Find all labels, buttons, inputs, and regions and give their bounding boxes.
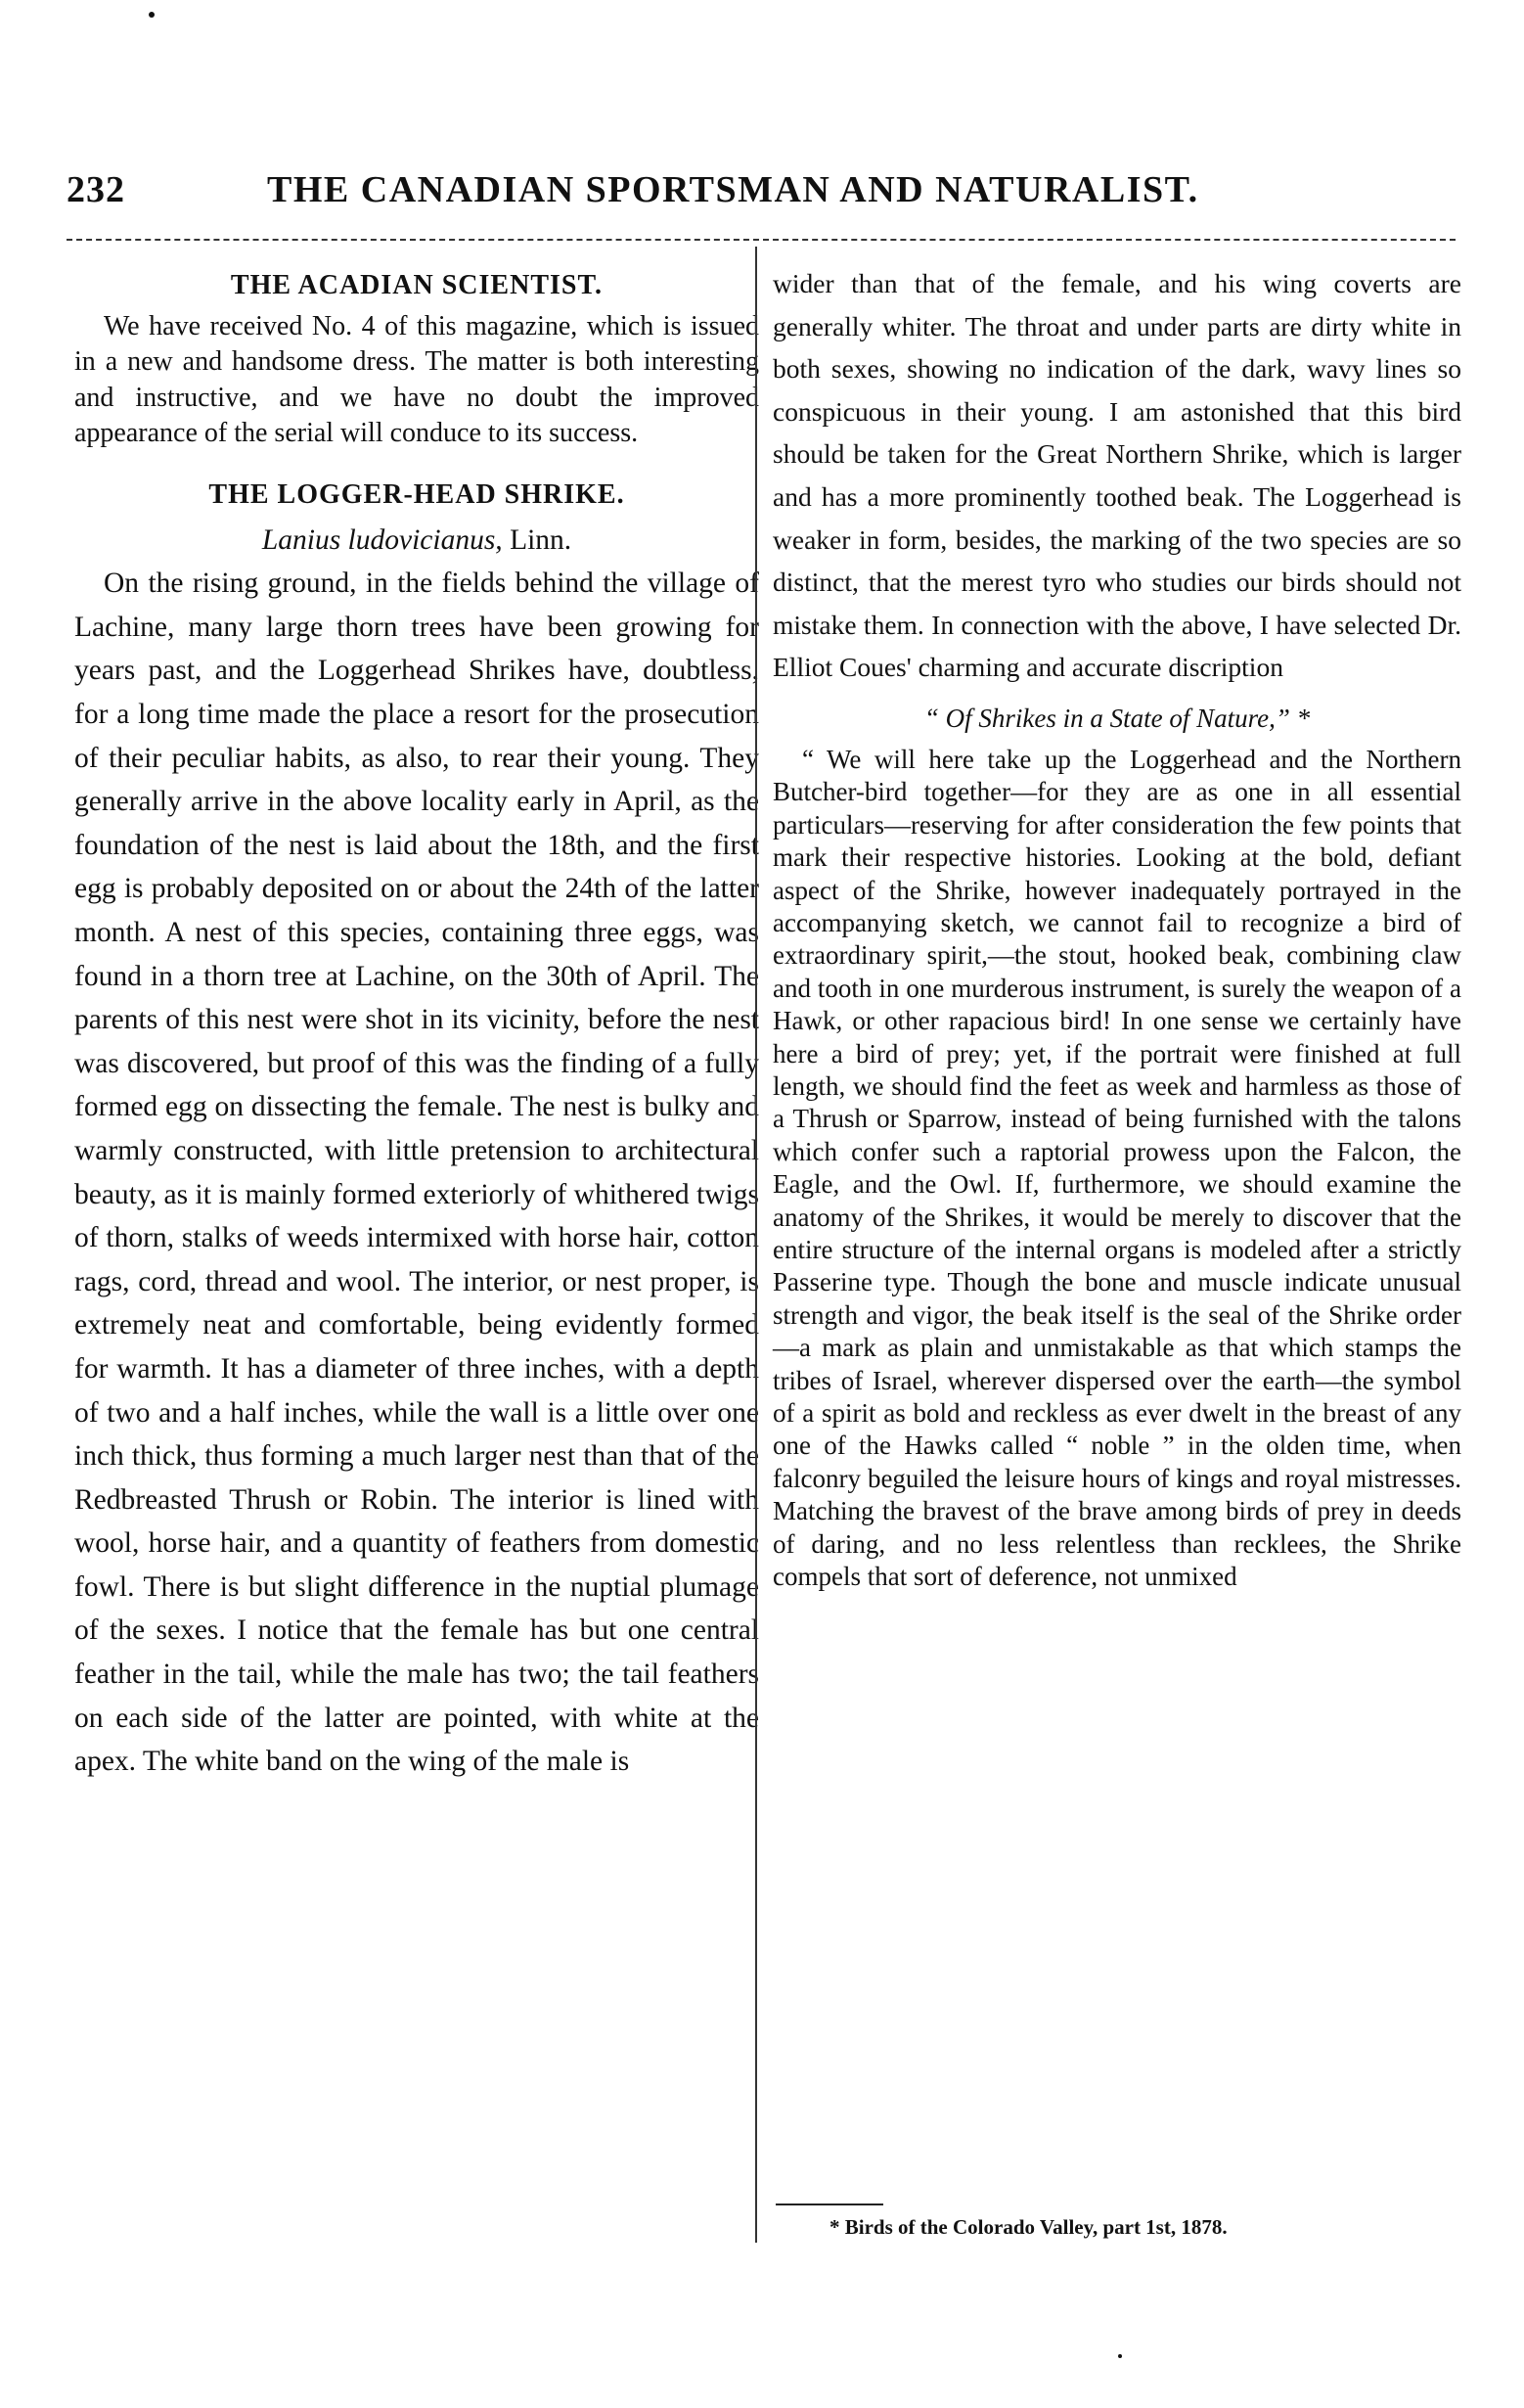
notice-paragraph: We have received No. 4 of this magazine, which is issued in a new and handsome dress. The matter is both interesting and instructive, and we have no doubt the improved appearance of the serial will conduce to its success. <box>74 311 759 449</box>
section-heading: THE ACADIAN SCIENTIST. <box>230 270 604 300</box>
species-binomial: Lanius ludovicianus, <box>261 523 503 556</box>
quote-paragraph: “ We will here take up the Loggerhead and the Northern Butcher-bird together—for they are as one in all essential particulars—reserving for after consideration the few points that mark their respective histories. Looking at the bold, defiant aspect of the Shrike, however inadequately portrayed in the accompanying sketch, we cannot fail to recognize a bird of extraordinary spirit,—the stout, hooked beak, combining claw and tooth in one murderous instrument, is surely the weapon of a Hawk, or other rapacious bird! In one sense we certainly have here a bird of prey; yet, if the portrait were finished at full length, we should find the feet as week and harmless as those of a Thrush or Sparrow, instead of being furnished with the talons which confer such a raptorial prowess upon the Falcon, the Eagle, and the Owl. If, furthermore, we should examine the anatomy of the Shrikes, it would be merely to discover that the entire structure of the internal organs is modeled after a strictly Passerine type. Though the bone and muscle indicate unusual strength and vigor, the beak itself is the seal of the Shrike order—a mark as plain and unmistakable as that which stamps the tribes of Israel, wherever dispersed over the earth—the symbol of a spirit as bold and reckless as ever dwelt in the breast of any one of the Hawks called “ noble ” in the olden time, when falconry beguiled the leisure hours of kings and royal mistresses. Matching the bravest of the brave among birds of prey in deeds of daring, and no less relentless than recklees, the Shrike compels that sort of deference, not unmixed <box>773 744 1461 1592</box>
section-gap <box>74 452 759 472</box>
header-rule <box>67 239 1456 241</box>
article-paragraph: On the rising ground, in the fields behind the village of Lachine, many large thorn trees have been growing for years past, and the Loggerhead Shrikes have, doubtless, for a long time made the place a resort for the prosecution of their peculiar habits, as also, to rear their young. They generally arrive in the above locality early in April, as the foundation of the nest is laid about the 18th, and the first egg is probably deposited on or about the 24th of the latter month. A nest of this species, containing three eggs, was found in a thorn tree at Lachine, on the 30th of April. The parents of this nest were shot in its vicinity, before the nest was discovered, but proof of this was the finding of a fully formed egg on dissecting the female. The nest is bulky and warmly constructed, with little pretension to architectural beauty, as it is mainly formed exteriorly of whithered twigs of thorn, stalks of weeds intermixed with horse hair, cotton rags, cord, thread and wool. The interior, or nest proper, is extremely neat and comfortable, being evidently formed for warmth. It has a diameter of three inches, with a depth of two and a half inches, while the wall is a little over one inch thick, thus forming a much larger nest than that of the Redbreasted Thrush or Robin. The interior is lined with wool, horse hair, and a quantity of feathers from domestic fowl. There is but slight difference in the nuptial plumage of the sexes. I notice that the female has but one central feather in the tail, while the male has two; the tail feathers on each side of the latter are pointed, with white at the apex. The white band on the wing of the male is <box>74 568 759 1778</box>
page-number: 232 <box>67 169 125 210</box>
footnote: * Birds of the Colorado Valley, part 1st, 1878. <box>829 2215 1228 2239</box>
acadian-scientist-section <box>74 262 759 452</box>
print-speck <box>149 12 155 18</box>
species-name <box>74 519 759 563</box>
continuation-paragraph: wider than that of the female, and his wing coverts are generally whiter. The throat and under parts are dirty white in both sexes, showing no indication of the dark, wavy lines so conspicuous in their young. I am astonished that this bird should be taken for the Great Northern Shrike, which is larger and has a more prominently toothed beak. The Loggerhead is weaker in form, besides, the marking of the two species are so distinct, that the merest tyro who studies our birds should not mistake them. In connection with the above, I have selected Dr. Elliot Coues' charming and accurate discription <box>773 268 1461 683</box>
footnote-rule <box>776 2204 883 2205</box>
quote-block <box>773 744 1461 1594</box>
shrike-section <box>74 472 759 1784</box>
left-column <box>74 262 759 1784</box>
column-divider <box>755 247 757 2243</box>
quote-title: “ Of Shrikes in a State of Nature,” * <box>923 703 1311 733</box>
running-head <box>67 168 1456 227</box>
right-column <box>773 262 1461 1594</box>
species-authority: Linn. <box>502 523 572 556</box>
section-heading: THE LOGGER-HEAD SHRIKE. <box>208 478 625 510</box>
print-speck <box>1118 2354 1122 2358</box>
journal-title: THE CANADIAN SPORTSMAN AND NATURALIST. <box>267 169 1199 210</box>
